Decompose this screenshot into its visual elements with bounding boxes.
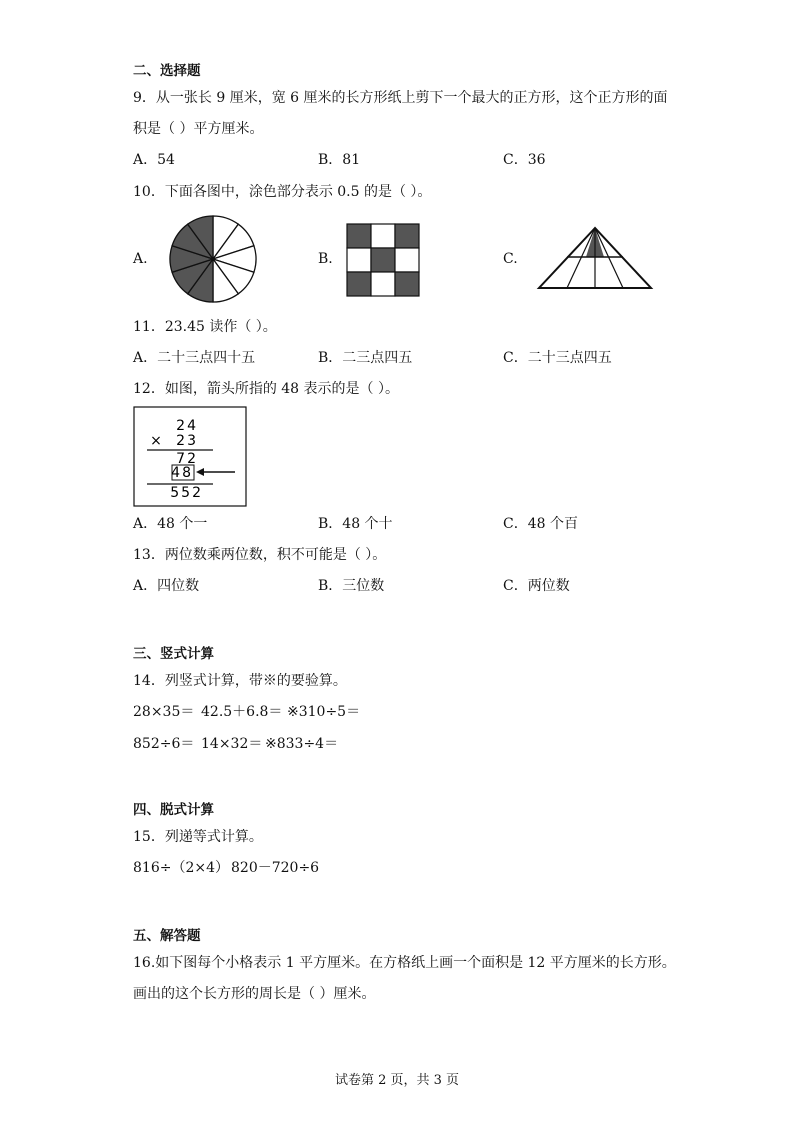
checker-cell [347,248,371,272]
section-heading-vertical: 三、竖式计算 [133,646,214,662]
multiplication-figure [133,406,248,508]
question-9-line1: 9．从一张长 9 厘米，宽 6 厘米的长方形纸上剪下一个最大的正方形，这个正方形的面 [133,90,668,106]
multiplicand: 24 [176,418,198,434]
question-14-expr: ※310÷5＝ [287,704,361,720]
checker-cell [395,272,419,296]
question-9-option-c: C．36 [503,152,546,168]
section-heading-answer: 五、解答题 [133,928,201,944]
question-15-expr: 820－720÷6 [231,860,320,876]
figure-checkerboard [345,222,421,298]
question-10-label-b: B. [318,251,333,267]
circle-sector-group [170,216,256,302]
question-13-option-a: A．四位数 [133,578,200,594]
checker-cell [371,224,395,248]
checker-cell [347,224,371,248]
question-14-expr: 42.5＋6.8＝ [201,704,283,720]
question-14-expr: 852÷6＝ [133,736,195,752]
multiplier: 23 [176,433,198,449]
question-9-option-b: B．81 [318,152,361,168]
checker-cell [371,272,395,296]
question-12-option-a: A．48 个一 [133,516,208,532]
final-product: 552 [170,485,203,501]
question-9-line2: 积是（ ）平方厘米。 [133,121,264,137]
question-12-stem: 12．如图，箭头所指的 48 表示的是（ ）。 [133,381,399,397]
question-14-expr: 28×35＝ [133,704,195,720]
figure-triangle [536,226,654,292]
partial-product-2: 48 [171,465,193,481]
section-heading-offline: 四、脱式计算 [133,802,214,818]
question-13-option-b: B．三位数 [318,578,385,594]
section-heading-choice: 二、选择题 [133,63,201,79]
question-10-label-a: A. [133,251,148,267]
checker-cell-group [347,224,419,296]
checker-cell [395,224,419,248]
question-16-line2: 画出的这个长方形的周长是（ ）厘米。 [133,986,376,1002]
question-14-expr: ※833÷4＝ [265,736,339,752]
question-16-line1: 16.如下图每个小格表示 1 平方厘米。在方格纸上画一个面积是 12 平方厘米的长方形。 [133,955,676,971]
question-14-stem: 14．列竖式计算，带※的要验算。 [133,673,347,689]
triangle-divider [567,228,595,288]
question-14-expr: 14×32＝ [201,736,263,752]
question-11-option-a: A．二十三点四十五 [133,350,256,366]
question-12-option-b: B．48 个十 [318,516,393,532]
partial-product-1: 72 [176,451,198,467]
checker-cell [371,248,395,272]
page-footer: 试卷第 2 页，共 3 页 [334,1073,460,1088]
question-12-option-c: C．48 个百 [503,516,578,532]
question-11-option-c: C．二十三点四五 [503,350,612,366]
question-11-option-b: B．二三点四五 [318,350,413,366]
multiply-sign: × [150,433,162,449]
arrow-head-icon [196,468,204,476]
question-10-label-c: C. [503,251,518,267]
checker-cell [395,248,419,272]
question-15-stem: 15．列递等式计算。 [133,829,263,845]
question-13-stem: 13．两位数乘两位数，积不可能是（ ）。 [133,547,387,563]
triangle-divider [595,228,623,288]
question-11-stem: 11．23.45 读作（ ）。 [133,319,277,335]
question-15-expr: 816÷（2×4） [133,860,229,876]
question-10-stem: 10．下面各图中，涂色部分表示 0.5 的是（ ）。 [133,184,432,200]
question-9-option-a: A．54 [133,152,175,168]
question-13-option-c: C．两位数 [503,578,570,594]
figure-circle-sectors [166,214,260,304]
checker-cell [347,272,371,296]
